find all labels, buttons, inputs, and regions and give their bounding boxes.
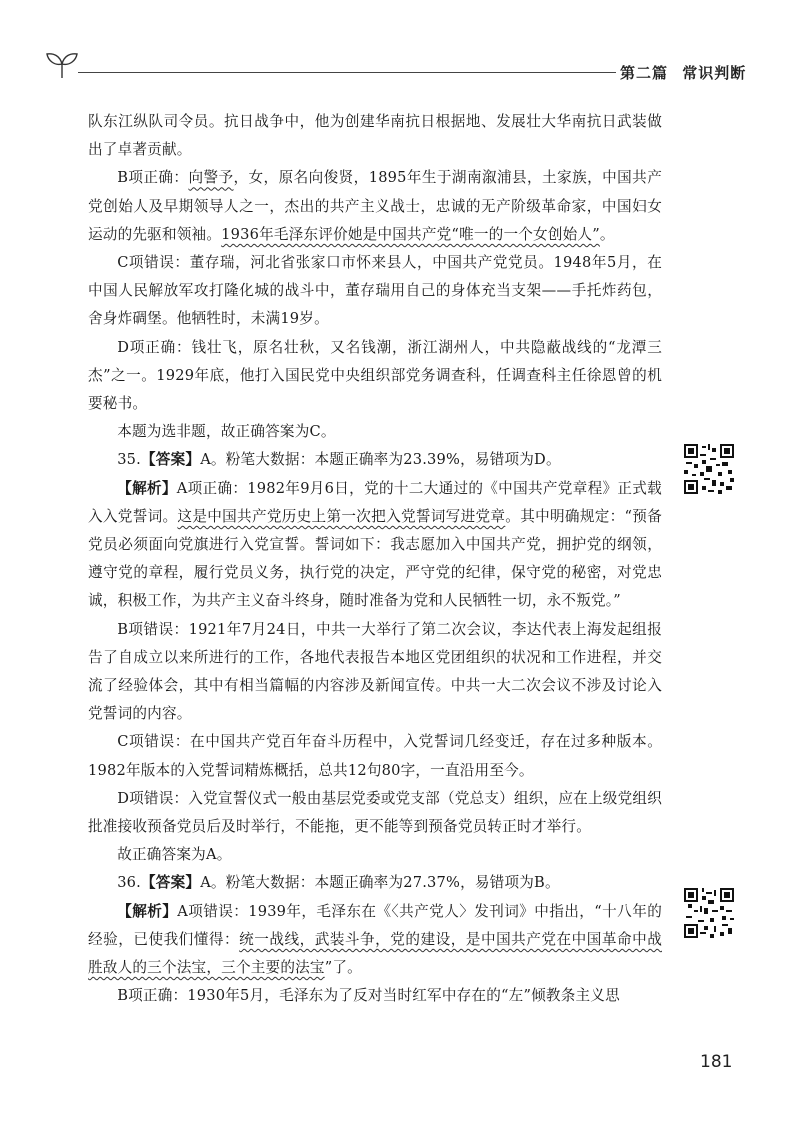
answer-label: 【答案】 [141,874,201,892]
paragraph: 队东江纵队司令员。抗日战争中，他为创建华南抗日根据地、发展壮大华南抗日武装做出了卓著贡献。 [88,113,662,159]
paragraph: B项错误：1921年7月24日，中共一大举行了第二次会议，李达代表上海发起组报告了自成立以来所进行的工作，各地代表报告本地区党团组织的状况和工作进程，并交流了经验体会，其中有相当篇幅的内容涉及新闻宣传。中共一大二次会议不涉及讨论入党誓词的内容。 [88,620,662,723]
paragraph: C项错误：董存瑞，河北省张家口市怀来县人，中国共产党党员。1948年5月，在中国人民解放军攻打隆化城的战斗中，董存瑞用自己的身体充当支架——手托炸药包，舍身炸碉堡。他牺牲时，未满19岁。 [88,254,662,328]
emphasis-text: 1936年毛泽东评价她是中国共产党“唯一的一个女创始人” [221,225,600,243]
analysis-label: 【解析】 [117,479,177,497]
emphasis-text: 统一战线，武装斗争，党的建设，是中国共产党在中国革命中战胜敌人的三个法宝，三个主要的法宝 [88,930,662,977]
question-number: 35. [117,451,141,469]
text-run: 。 [599,225,615,243]
text-run: ”了。 [324,959,362,977]
text-run: ，女，原名向俊贤，1895年生于湖南溆浦县，土家族，中国共产党创始人及早期领导人之一，杰出的共产主义战士，忠诚的无产阶级革命家，中国妇女运动的先驱和领袖。 [88,169,662,243]
answer-line [88,446,662,474]
header-rule [78,72,616,73]
paragraph: D项错误：入党宣誓仪式一般由基层党委或党支部（党总支）组织，应在上级党组织批准接收预备党员后及时举行，不能拖，更不能等到预备党员转正时才举行。 [88,789,662,836]
text-run: B项正确： [117,169,189,187]
paragraph: 故正确答案为A。 [117,846,232,864]
text-run: A项错误：1939年，毛泽东在《〈共产党人〉发刊词》中指出，“十八年的经验，已使我们懂得： [88,902,662,948]
text-run: A项正确：1982年9月6日，党的十二大通过的《中国共产党章程》正式载入入党誓词。 [88,479,662,525]
paragraph: 本题为选非题，故正确答案为C。 [117,423,336,441]
page-content [88,108,662,1011]
qr-code-icon[interactable] [684,444,734,494]
paragraph: C项错误：在中国共产党百年奋斗历程中，入党誓词几经变迁，存在过多种版本。1982年版本的入党誓词精炼概括，总共12句80字，一直沿用至今。 [88,733,662,779]
chapter-title: 常识判断 [682,64,747,82]
paragraph [88,898,662,983]
emphasis-text: 这是中国共产党历史上第一次把入党誓词写进党章 [177,507,506,525]
qr-code-icon[interactable] [684,888,734,938]
text-run: A。粉笔大数据：本题正确率为27.37%，易错项为B。 [200,874,560,892]
paragraph [88,164,662,249]
answer-label: 【答案】 [141,451,201,469]
emphasis-text: 向警予 [188,169,234,187]
text-run: A。粉笔大数据：本题正确率为23.39%，易错项为D。 [200,451,561,469]
text-run: 。其中明确规定：“预备党员必须面向党旗进行入党宣誓。誓词如下：我志愿加入中国共产党，拥护党的纲领，遵守党的章程，履行党员义务，执行党的决定，严守党的纪律，保守党的秘密，对党忠诚，积极工作，为共产主义奋斗终身，随时准备为党和人民牺牲一切，永不叛党。” [88,507,662,610]
section-label: 第二篇 [620,64,669,82]
paragraph [88,475,662,616]
leaf-sprout-icon [44,48,80,82]
paragraph: B项正确：1930年5月，毛泽东为了反对当时红军中存在的“左”倾教条主义思 [117,987,620,1005]
answer-line [88,869,662,897]
paragraph: D项正确：钱壮飞，原名壮秋，又名钱潮，浙江湖州人，中共隐蔽战线的“龙潭三杰”之一。1929年底，他打入国民党中央组织部党务调查科，任调查科主任徐恩曾的机要秘书。 [88,338,662,413]
chapter-header [620,62,754,83]
page-number: 181 [700,1052,733,1072]
analysis-label: 【解析】 [117,902,178,920]
question-number: 36. [117,874,141,892]
